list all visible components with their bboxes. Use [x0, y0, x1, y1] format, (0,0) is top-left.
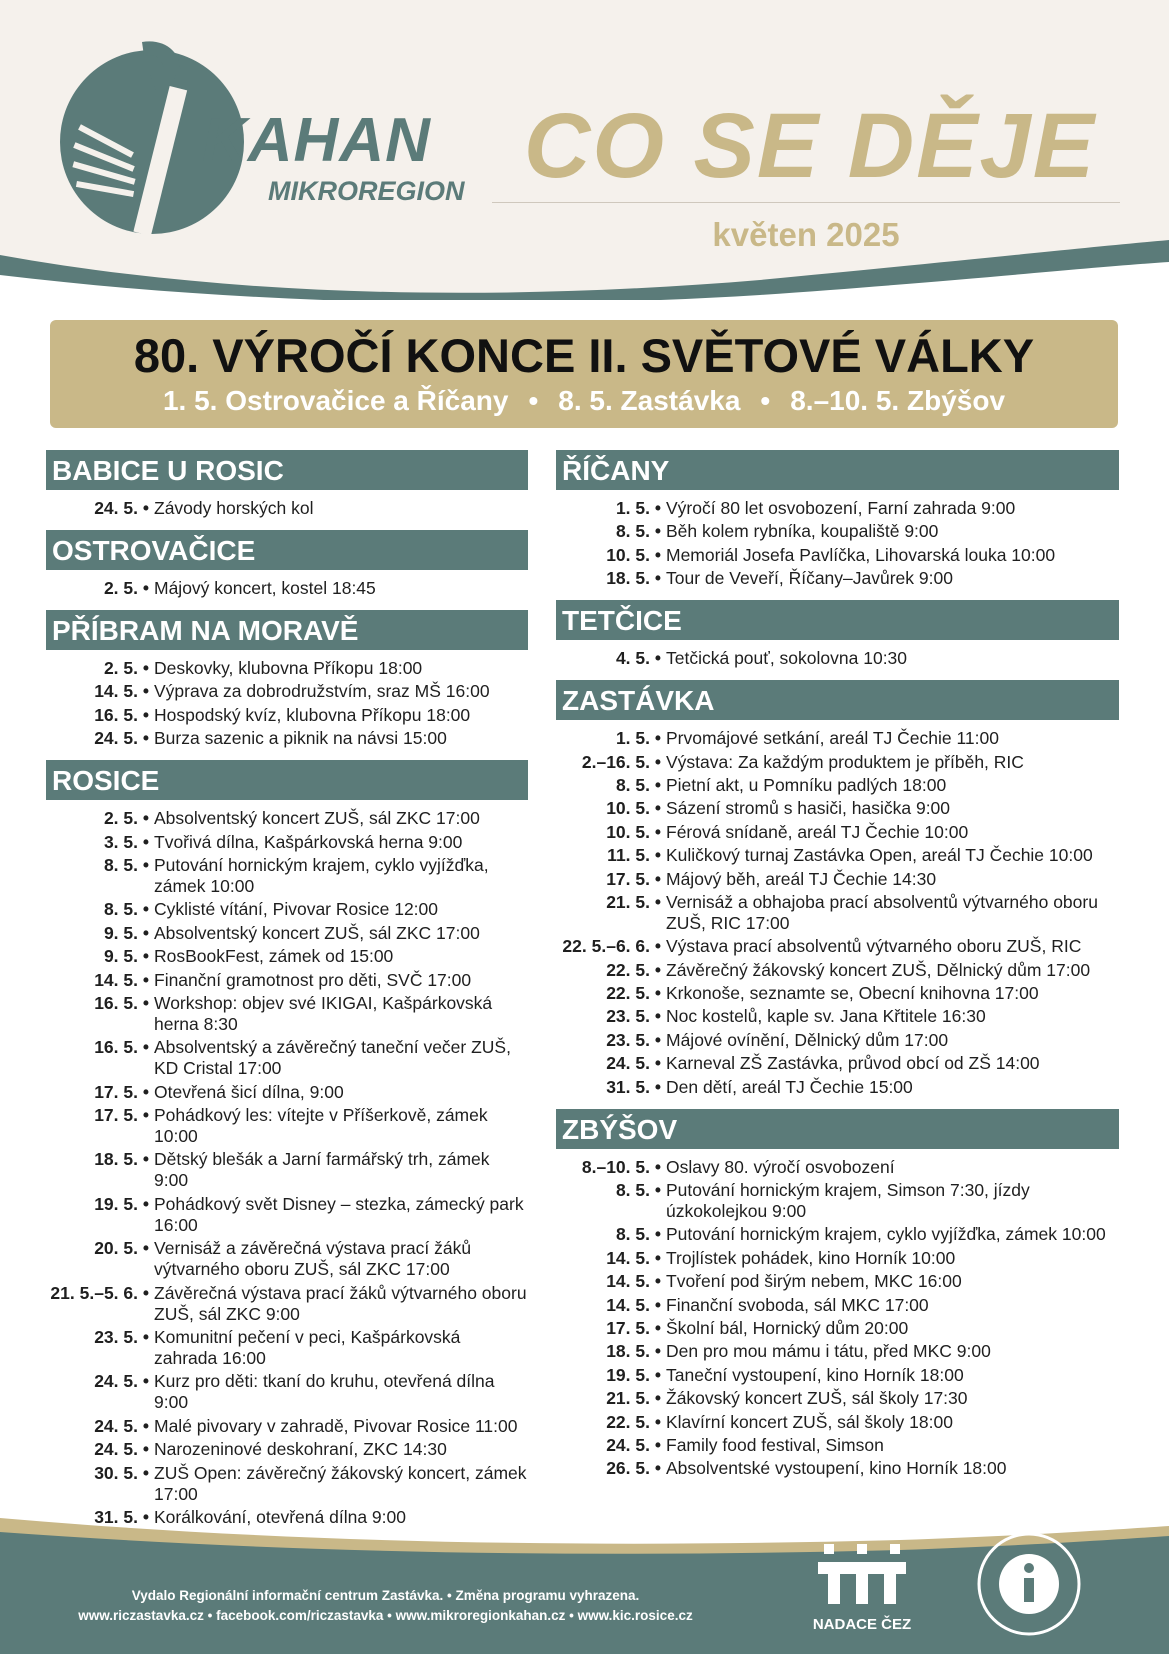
bullet: •: [142, 1282, 150, 1303]
bullet: •: [142, 658, 150, 678]
event-row: [556, 568, 1119, 589]
logo-mikroregion-text: MIKROREGION: [268, 176, 465, 206]
event-text: Májový koncert, kostel 18:45: [154, 578, 376, 598]
event-text: Memoriál Josefa Pavlíčka, Lihovarská louka 10:00: [666, 544, 1056, 565]
bullet: •: [142, 1506, 150, 1527]
event-row: [556, 845, 1119, 866]
event-row: [556, 1458, 1119, 1479]
event-date: 14. 5.: [94, 969, 138, 990]
event-row: [46, 578, 528, 599]
bullet: •: [142, 1371, 150, 1392]
event-row: [46, 899, 528, 920]
event-date: 2.–16. 5.: [581, 751, 650, 772]
bullet: •: [142, 1193, 150, 1214]
event-row: [46, 1283, 528, 1325]
event-text: Férová snídaně, areál TJ Čechie 10:00: [666, 821, 969, 842]
bullet: •: [142, 899, 150, 920]
banner-item: 8.–10. 5. Zbýšov: [790, 385, 1006, 416]
bullet: •: [654, 1224, 662, 1245]
cez-icon: [806, 1542, 918, 1614]
left-column: [46, 450, 528, 1539]
event-date: 10. 5.: [606, 544, 650, 565]
town-section: [556, 600, 1119, 669]
bullet: •: [654, 798, 662, 819]
bullet: •: [654, 498, 662, 518]
event-row: [46, 728, 528, 749]
bullet: •: [654, 1053, 662, 1074]
ric-zastavka-logo: [975, 1530, 1083, 1638]
event-date: 22. 5.–6. 6.: [562, 936, 650, 957]
event-text: Vernisáž a obhajoba prací absolventů výtvarného oboru ZUŠ, RIC 17:00: [666, 891, 1098, 933]
event-row: [556, 798, 1119, 819]
event-row: [46, 923, 528, 944]
event-row: [556, 1180, 1119, 1222]
event-row: [556, 1077, 1119, 1098]
event-date: 31. 5.: [606, 1076, 650, 1097]
event-date: 24. 5.: [94, 498, 138, 518]
town-section: [46, 760, 528, 1528]
event-date: 3. 5.: [103, 831, 138, 852]
town-heading: TETČICE: [556, 600, 1119, 640]
banner-separator: •: [528, 385, 539, 416]
event-row: [556, 1435, 1119, 1456]
event-text: Noc kostelů, kaple sv. Jana Křtitele 16:30: [666, 1006, 986, 1027]
event-text: Tour de Veveří, Říčany–Javůrek 9:00: [666, 568, 953, 589]
event-text: Výprava za dobrodružstvím, sraz MŠ 16:00: [154, 681, 490, 702]
event-row: [556, 1157, 1119, 1178]
event-date: 14. 5.: [606, 1247, 650, 1268]
event-date: 24. 5.: [94, 1439, 138, 1460]
event-date: 18. 5.: [606, 1341, 650, 1362]
event-text: ZUŠ Open: závěrečný žákovský koncert, zámek 17:00: [154, 1462, 527, 1504]
event-text: Absolventské vystoupení, kino Horník 18:00: [666, 1458, 1007, 1479]
town-heading: OSTROVAČICE: [46, 530, 528, 570]
event-row: [46, 1082, 528, 1103]
bullet: •: [142, 1415, 150, 1436]
event-date: 24. 5.: [94, 728, 138, 749]
event-text: Závěrečná výstava prací žáků výtvarného oboru ZUŠ, sál ZKC 9:00: [154, 1282, 527, 1324]
event-text: Oslavy 80. výročí osvobození: [666, 1156, 895, 1177]
event-row: [556, 1271, 1119, 1292]
bullet: •: [142, 681, 150, 702]
event-text: Výstava prací absolventů výtvarného oboru ZUŠ, RIC: [666, 936, 1082, 957]
event-row: [46, 1149, 528, 1191]
town-section: [46, 450, 528, 519]
header: [0, 0, 1169, 300]
footer: [0, 1518, 1169, 1654]
event-date: 30. 5.: [94, 1462, 138, 1483]
event-row: [46, 970, 528, 991]
event-text: Trojlístek pohádek, kino Horník 10:00: [666, 1247, 956, 1268]
bullet: •: [654, 544, 662, 565]
bullet: •: [142, 1327, 150, 1348]
event-row: [556, 752, 1119, 773]
event-text: Májový běh, areál TJ Čechie 14:30: [666, 868, 937, 889]
event-text: Vernisáž a závěrečná výstava prací žáků výtvarného oboru ZUŠ, sál ZKC 17:00: [154, 1238, 472, 1280]
event-row: [556, 1053, 1119, 1074]
bullet: •: [142, 728, 150, 749]
bullet: •: [142, 1439, 150, 1460]
event-row: [46, 1416, 528, 1437]
event-date: 8. 5.: [615, 774, 650, 795]
footer-links-line: www.riczastavka.cz • facebook.com/riczastavka • www.mikroregionkahan.cz • www.kic.rosice.cz: [78, 1608, 693, 1623]
event-row: [556, 648, 1119, 669]
bullet: •: [654, 521, 662, 542]
event-date: 14. 5.: [94, 681, 138, 702]
event-date: 21. 5.: [606, 891, 650, 912]
event-row: [556, 892, 1119, 934]
bullet: •: [142, 946, 150, 967]
event-date: 8. 5.: [103, 899, 138, 920]
event-text: Závody horských kol: [154, 498, 314, 518]
event-text: Family food festival, Simson: [666, 1434, 884, 1455]
event-text: Školní bál, Hornický dům 20:00: [666, 1317, 909, 1338]
event-row: [46, 1371, 528, 1413]
event-row: [46, 855, 528, 897]
bullet: •: [142, 1462, 150, 1483]
bullet: •: [142, 1105, 150, 1126]
event-row: [556, 545, 1119, 566]
bullet: •: [654, 983, 662, 1004]
event-text: Pohádkový les: vítejte v Příšerkově, zámek 10:00: [154, 1105, 488, 1147]
town-heading: PŘÍBRAM NA MORAVĚ: [46, 610, 528, 650]
event-date: 20. 5.: [94, 1238, 138, 1259]
event-text: Finanční gramotnost pro děti, SVČ 17:00: [154, 969, 472, 990]
event-date: 19. 5.: [606, 1364, 650, 1385]
bullet: •: [654, 959, 662, 980]
event-row: [556, 1295, 1119, 1316]
event-date: 17. 5.: [94, 1105, 138, 1126]
town-heading: BABICE U ROSIC: [46, 450, 528, 490]
event-date: 24. 5.: [606, 1434, 650, 1455]
event-row: [556, 1006, 1119, 1027]
event-text: Tvoření pod širým nebem, MKC 16:00: [666, 1271, 962, 1292]
title-divider: [492, 202, 1120, 203]
footer-publisher-line: Vydalo Regionální informační centrum Zastávka. • Změna programu vyhrazena.: [131, 1588, 640, 1603]
event-date: 8. 5.: [103, 854, 138, 875]
event-text: Výročí 80 let osvobození, Farní zahrada 9:00: [666, 498, 1016, 518]
event-row: [556, 775, 1119, 796]
month-label: květen 2025: [712, 216, 900, 253]
event-row: [556, 1341, 1119, 1362]
event-row: [46, 1327, 528, 1369]
bullet: •: [142, 992, 150, 1013]
bullet: •: [142, 1081, 150, 1102]
event-text: Narozeninové deskohraní, ZKC 14:30: [154, 1439, 447, 1460]
event-date: 26. 5.: [606, 1458, 650, 1479]
event-text: Krkonoše, seznamte se, Obecní knihovna 17:00: [666, 983, 1039, 1004]
bullet: •: [654, 648, 662, 669]
event-row: [556, 521, 1119, 542]
event-text: Kurz pro děti: tkaní do kruhu, otevřená dílna 9:00: [154, 1371, 495, 1413]
event-row: [556, 983, 1119, 1004]
event-date: 8. 5.: [615, 1180, 650, 1201]
bullet: •: [654, 1076, 662, 1097]
event-date: 2. 5.: [103, 578, 138, 598]
bullet: •: [142, 922, 150, 943]
right-column: [556, 450, 1119, 1490]
event-text: Pietní akt, u Pomníku padlých 18:00: [666, 774, 947, 795]
kahan-logo: [52, 38, 465, 238]
bullet: •: [142, 831, 150, 852]
bullet: •: [654, 1294, 662, 1315]
event-text: Finanční svoboda, sál MKC 17:00: [666, 1294, 929, 1315]
event-date: 2. 5.: [103, 808, 138, 829]
bullet: •: [142, 1238, 150, 1259]
event-text: Kuličkový turnaj Zastávka Open, areál TJ Čechie 10:00: [666, 845, 1093, 866]
event-row: [556, 1248, 1119, 1269]
bullet: •: [654, 568, 662, 589]
banner-separator: •: [760, 385, 771, 416]
event-date: 18. 5.: [606, 568, 650, 589]
bullet: •: [654, 774, 662, 795]
event-date: 23. 5.: [606, 1006, 650, 1027]
town-heading: ROSICE: [46, 760, 528, 800]
event-text: Absolventský koncert ZUŠ, sál ZKC 17:00: [154, 808, 480, 829]
event-row: [556, 728, 1119, 749]
town-heading: ZBÝŠOV: [556, 1109, 1119, 1149]
event-row: [46, 658, 528, 679]
event-date: 23. 5.: [606, 1029, 650, 1050]
event-text: Tetčická pouť, sokolovna 10:30: [666, 648, 908, 669]
bullet: •: [654, 1156, 662, 1177]
event-row: [46, 498, 528, 519]
bullet: •: [142, 578, 150, 598]
logo-kahan-text: KAHAN: [202, 106, 431, 175]
bullet: •: [142, 704, 150, 725]
event-text: Sázení stromů s hasiči, hasička 9:00: [666, 798, 951, 819]
event-row: [46, 705, 528, 726]
event-text: Taneční vystoupení, kino Horník 18:00: [666, 1364, 964, 1385]
event-text: Den dětí, areál TJ Čechie 15:00: [666, 1076, 913, 1097]
page-title: CO SE DĚJE: [523, 95, 1097, 197]
event-text: Deskovky, klubovna Příkopu 18:00: [154, 658, 423, 678]
event-row: [556, 1318, 1119, 1339]
bullet: •: [654, 1341, 662, 1362]
event-text: Putování hornickým krajem, Simson 7:30, jízdy úzkokolejkou 9:00: [666, 1180, 1030, 1222]
event-date: 16. 5.: [94, 992, 138, 1013]
event-text: Závěrečný žákovský koncert ZUŠ, Dělnický dům 17:00: [666, 959, 1091, 980]
bullet: •: [654, 1271, 662, 1292]
event-date: 2. 5.: [103, 658, 138, 678]
event-date: 19. 5.: [94, 1193, 138, 1214]
event-text: Cyklisté vítání, Pivovar Rosice 12:00: [154, 899, 439, 920]
event-date: 24. 5.: [94, 1415, 138, 1436]
event-row: [556, 1412, 1119, 1433]
event-date: 21. 5.: [606, 1388, 650, 1409]
bullet: •: [142, 1149, 150, 1170]
cez-label: NADACE ČEZ: [812, 1616, 912, 1633]
banner-title: 80. VÝROČÍ KONCE II. SVĚTOVÉ VÁLKY: [133, 329, 1035, 382]
bullet: •: [654, 1458, 662, 1479]
event-row: [46, 1037, 528, 1079]
bullet: •: [654, 1247, 662, 1268]
bullet: •: [654, 845, 662, 866]
event-text: Hospodský kvíz, klubovna Příkopu 18:00: [154, 704, 471, 725]
event-date: 17. 5.: [606, 868, 650, 889]
event-row: [556, 1365, 1119, 1386]
event-row: [556, 1030, 1119, 1051]
bullet: •: [654, 868, 662, 889]
bullet: •: [142, 808, 150, 829]
event-row: [46, 1105, 528, 1147]
event-date: 24. 5.: [606, 1053, 650, 1074]
bullet: •: [142, 1037, 150, 1058]
event-date: 9. 5.: [103, 922, 138, 943]
event-row: [46, 946, 528, 967]
event-text: Absolventský a závěrečný taneční večer ZUŠ, KD Cristal 17:00: [154, 1037, 511, 1079]
event-row: [556, 822, 1119, 843]
town-heading: ZASTÁVKA: [556, 680, 1119, 720]
event-date: 4. 5.: [615, 648, 650, 669]
bullet: •: [654, 1317, 662, 1338]
event-text: RosBookFest, zámek od 15:00: [154, 946, 394, 967]
event-text: Komunitní pečení v peci, Kašpárkovská zahrada 16:00: [154, 1327, 461, 1369]
event-text: Putování hornickým krajem, cyklo vyjížďka, zámek 10:00: [154, 854, 489, 896]
event-date: 17. 5.: [94, 1081, 138, 1102]
anniversary-banner: [50, 320, 1118, 428]
event-date: 8.–10. 5.: [581, 1156, 650, 1177]
bullet: •: [654, 1180, 662, 1201]
event-date: 16. 5.: [94, 1037, 138, 1058]
event-text: Otevřená šicí dílna, 9:00: [154, 1081, 344, 1102]
event-date: 1. 5.: [615, 498, 650, 518]
bullet: •: [654, 1364, 662, 1385]
town-section: [46, 530, 528, 599]
banner-item: 1. 5. Ostrovačice a Říčany: [162, 385, 509, 416]
event-date: 14. 5.: [606, 1271, 650, 1292]
bullet: •: [654, 1388, 662, 1409]
event-date: 18. 5.: [94, 1149, 138, 1170]
bullet: •: [654, 1434, 662, 1455]
bullet: •: [142, 854, 150, 875]
event-date: 14. 5.: [606, 1294, 650, 1315]
event-row: [46, 1463, 528, 1505]
banner-subtitle: [50, 384, 1118, 418]
event-row: [46, 1238, 528, 1280]
bullet: •: [654, 891, 662, 912]
event-text: Korálkování, otevřená dílna 9:00: [154, 1506, 406, 1527]
banner-item: 8. 5. Zastávka: [558, 385, 741, 416]
event-date: 31. 5.: [94, 1506, 138, 1527]
event-text: Malé pivovary v zahradě, Pivovar Rosice 11:00: [154, 1415, 518, 1436]
event-date: 22. 5.: [606, 959, 650, 980]
event-row: [46, 993, 528, 1035]
event-row: [46, 1194, 528, 1236]
event-date: 23. 5.: [94, 1327, 138, 1348]
event-text: Běh kolem rybníka, koupaliště 9:00: [666, 521, 939, 542]
event-text: Májové ovínění, Dělnický dům 17:00: [666, 1029, 949, 1050]
event-date: 8. 5.: [615, 1224, 650, 1245]
event-row: [556, 1388, 1119, 1409]
event-date: 11. 5.: [607, 845, 650, 866]
town-section: [556, 450, 1119, 589]
bullet: •: [654, 821, 662, 842]
event-date: 17. 5.: [606, 1317, 650, 1338]
event-text: Putování hornickým krajem, cyklo vyjížďka, zámek 10:00: [666, 1224, 1106, 1245]
event-date: 9. 5.: [103, 946, 138, 967]
event-text: Den pro mou mámu i tátu, před MKC 9:00: [666, 1341, 991, 1362]
event-date: 8. 5.: [615, 521, 650, 542]
town-heading: ŘÍČANY: [556, 450, 1119, 490]
event-text: Žákovský koncert ZUŠ, sál školy 17:30: [666, 1388, 968, 1409]
event-text: Klavírní koncert ZUŠ, sál školy 18:00: [666, 1411, 953, 1432]
event-date: 10. 5.: [606, 821, 650, 842]
event-text: Tvořivá dílna, Kašpárkovská herna 9:00: [154, 831, 463, 852]
nadace-cez-logo: [806, 1542, 918, 1638]
bullet: •: [654, 751, 662, 772]
event-row: [46, 808, 528, 829]
event-row: [556, 1224, 1119, 1245]
event-date: 22. 5.: [606, 1411, 650, 1432]
event-date: 16. 5.: [94, 704, 138, 725]
event-text: Workshop: objev své IKIGAI, Kašpárkovská herna 8:30: [154, 992, 493, 1034]
event-row: [46, 1439, 528, 1460]
event-date: 10. 5.: [606, 798, 650, 819]
event-text: Karneval ZŠ Zastávka, průvod obcí od ZŠ 14:00: [666, 1053, 1040, 1074]
event-date: 22. 5.: [606, 983, 650, 1004]
event-row: [556, 960, 1119, 981]
info-icon: [975, 1530, 1083, 1638]
event-row: [46, 832, 528, 853]
event-text: Absolventský koncert ZUŠ, sál ZKC 17:00: [154, 922, 480, 943]
bullet: •: [654, 1411, 662, 1432]
event-date: 21. 5.–5. 6.: [50, 1282, 138, 1303]
event-text: Dětský blešák a Jarní farmářský trh, zámek 9:00: [154, 1149, 490, 1191]
town-section: [556, 1109, 1119, 1480]
bullet: •: [654, 1006, 662, 1027]
event-row: [556, 498, 1119, 519]
bullet: •: [142, 969, 150, 990]
event-row: [556, 936, 1119, 957]
event-date: 24. 5.: [94, 1371, 138, 1392]
town-section: [556, 680, 1119, 1097]
event-text: Prvomájové setkání, areál TJ Čechie 11:00: [666, 728, 999, 749]
event-text: Burza sazenic a piknik na návsi 15:00: [154, 728, 447, 749]
town-section: [46, 610, 528, 749]
event-row: [46, 681, 528, 702]
bullet: •: [654, 728, 662, 749]
bullet: •: [654, 936, 662, 957]
event-text: Pohádkový svět Disney – stezka, zámecký park 16:00: [154, 1193, 524, 1235]
bullet: •: [654, 1029, 662, 1050]
event-text: Výstava: Za každým produktem je příběh, RIC: [666, 751, 1024, 772]
event-row: [556, 869, 1119, 890]
bullet: •: [142, 498, 150, 518]
event-date: 1. 5.: [615, 728, 650, 749]
